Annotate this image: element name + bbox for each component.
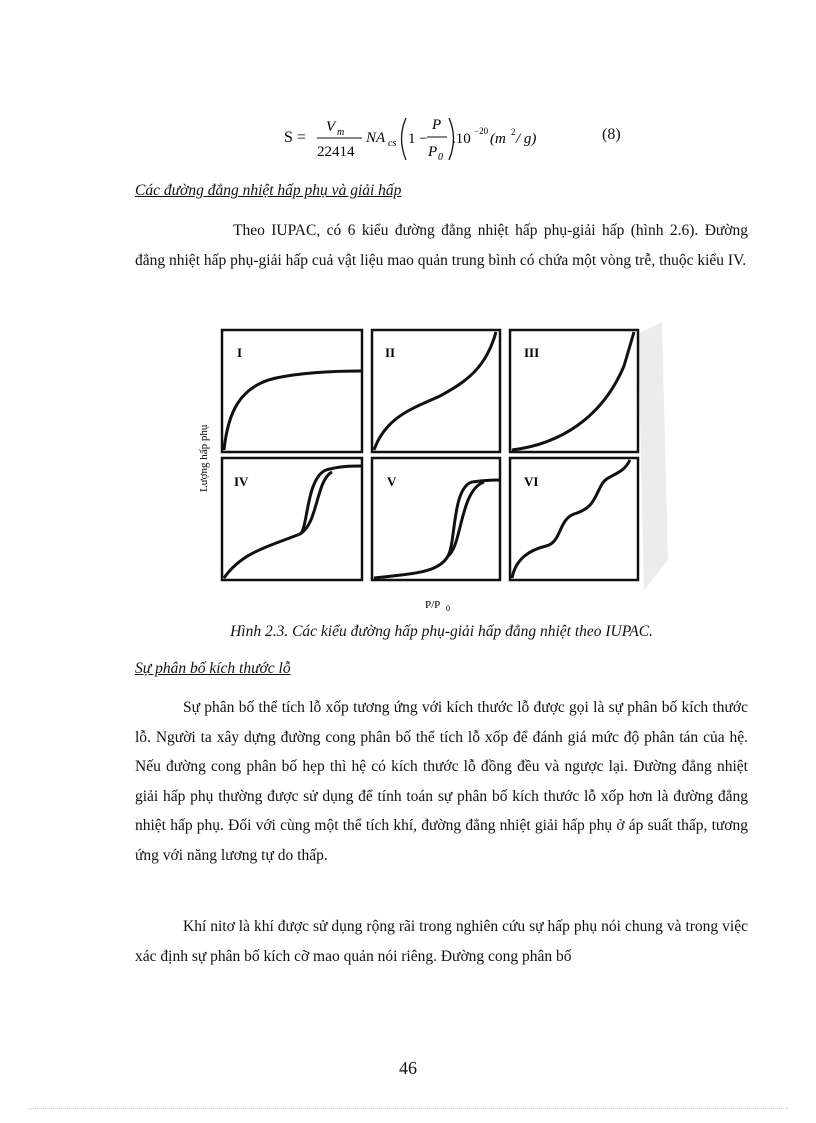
- figure-caption: Hình 2.3. Các kiểu đường hấp phụ-giải hấp đẳng nhiệt theo IUPAC.: [230, 623, 653, 640]
- eq-one-minus: 1 −: [408, 131, 428, 147]
- eq-units-exp: 2: [511, 127, 516, 137]
- isotherm-curve-V-adsorption: [374, 480, 500, 578]
- eq-paren-left: [402, 118, 407, 160]
- isotherm-curve-V-desorption: [448, 482, 484, 556]
- eq-frac2-den-sub: 0: [438, 152, 443, 163]
- eq-tail: .10: [452, 131, 471, 147]
- panel-label-1: I: [237, 345, 243, 360]
- eq-exponent: −20: [474, 126, 489, 136]
- panel-label-4: IV: [234, 474, 249, 489]
- eq-mid-sub: cs: [388, 138, 397, 149]
- isotherm-curve-I: [224, 371, 362, 450]
- panel-frame-1: [222, 330, 362, 452]
- section-heading-pore-size: Sự phân bố kích thước lỗ: [135, 660, 291, 677]
- eq-frac2-num: P: [432, 117, 442, 133]
- eq-units-open: (m: [490, 131, 506, 147]
- footer-dotted-line: [28, 1108, 788, 1109]
- y-axis-label: Lượng hấp phụ: [198, 424, 210, 492]
- eq-units-close: / g): [516, 131, 537, 147]
- panel-label-2: II: [385, 345, 396, 360]
- eq-lhs: S =: [284, 129, 306, 146]
- page-number: 46: [399, 1058, 417, 1078]
- equation-8: [284, 112, 644, 172]
- section-heading-isotherms: Các đường đẳng nhiệt hấp phụ và giải hấp: [135, 182, 402, 199]
- eq-frac1-num: V: [326, 119, 336, 135]
- panel-label-5: V: [387, 474, 397, 489]
- eq-mid: NA: [366, 130, 386, 146]
- isotherm-figure: [190, 320, 670, 620]
- eq-frac1-num-sub: m: [337, 127, 345, 138]
- equation-svg: [284, 112, 614, 172]
- panel-label-3: III: [524, 345, 540, 360]
- equation-number: (8): [602, 126, 621, 143]
- paragraph-pore-size-2: Khí nitơ là khí được sử dụng rộng rãi trong nghiên cứu sự hấp phụ nói chung và trong việc xác định sự phân bố kích cỡ mao quản nói riêng. Đường cong phân bố: [135, 918, 748, 965]
- paragraph-pore-size-1: Sự phân bố thể tích lỗ xốp tương ứng với kích thước lỗ được gọi là sự phân bố kích thước lỗ. Người ta xây dựng đường cong phân bố thể tích lỗ xốp để đánh giá mức độ phân tán của hệ. Nếu đường cong phân bố hẹp thì hệ có kích thước lỗ đồng đều và ngược lại. Đường đẳng nhiệt giải hấp phụ thường được sử dụng để tính toán sự phân bố kích thước lỗ xốp hơn là đường đẳng nhiệt hấp phụ. Đối với cùng một thể tích khí, đường đẳng nhiệt giải hấp phụ ở áp suất thấp, tương ứng với năng lương tự do thấp.: [135, 699, 748, 864]
- x-axis-label-sub: 0: [446, 604, 450, 613]
- figure-shadow: [638, 322, 668, 590]
- paragraph-isotherms: Theo IUPAC, có 6 kiểu đường đẳng nhiệt hấp phụ-giải hấp (hình 2.6). Đường đẳng nhiệt hấp phụ-giải hấp cuả vật liệu mao quản trung bình có chứa một vòng trễ, thuộc kiểu IV.: [135, 222, 748, 269]
- eq-frac2-den: P: [428, 144, 438, 160]
- x-axis-label: P/P: [425, 599, 441, 611]
- eq-frac1-den: 22414: [317, 144, 355, 160]
- panel-label-6: VI: [524, 474, 539, 489]
